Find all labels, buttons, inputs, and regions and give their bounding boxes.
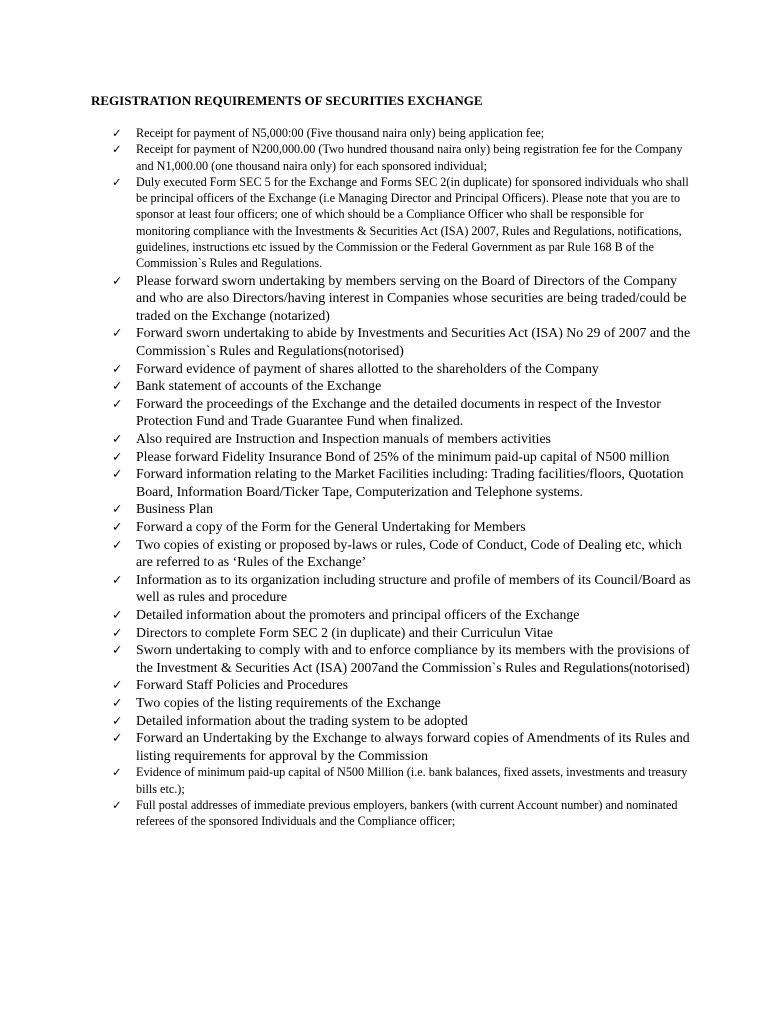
checkmark-icon: ✓ bbox=[112, 272, 123, 288]
requirement-item bbox=[112, 360, 692, 378]
checkmark-icon: ✓ bbox=[112, 142, 122, 157]
checkmark-icon: ✓ bbox=[112, 448, 123, 464]
checkmark-icon: ✓ bbox=[112, 360, 123, 376]
requirement-text: Forward Staff Policies and Procedures bbox=[136, 677, 349, 693]
requirement-item bbox=[112, 764, 692, 797]
checkmark-icon: ✓ bbox=[112, 606, 123, 622]
requirement-item bbox=[112, 377, 692, 395]
requirement-text: Forward sworn undertaking to abide by Investments and Securities Act (ISA) No 29 of 2007 and the Commission`s Rules and Regulations(notorised) bbox=[136, 325, 691, 359]
requirement-item bbox=[112, 712, 692, 730]
checkmark-icon: ✓ bbox=[112, 518, 123, 534]
checkmark-icon: ✓ bbox=[112, 677, 123, 693]
requirement-text: Two copies of existing or proposed by-laws or rules, Code of Conduct, Code of Dealing etc, which are referred to as ‘Rules of the Exchange’ bbox=[136, 536, 682, 570]
checkmark-icon: ✓ bbox=[112, 694, 123, 710]
requirement-text: Evidence of minimum paid-up capital of N500 Million (i.e. bank balances, fixed assets, investments and treasury bills etc.); bbox=[136, 765, 688, 796]
requirement-text: Detailed information about the trading system to be adopted bbox=[136, 712, 468, 728]
checkmark-icon: ✓ bbox=[112, 765, 122, 780]
requirement-item bbox=[112, 694, 692, 712]
requirement-item bbox=[112, 797, 692, 830]
requirement-item bbox=[112, 465, 692, 500]
document-title: REGISTRATION REQUIREMENTS OF SECURITIES EXCHANGE bbox=[91, 93, 483, 108]
checkmark-icon: ✓ bbox=[112, 174, 122, 189]
requirement-text: Please forward Fidelity Insurance Bond of 25% of the minimum paid-up capital of N500 million bbox=[136, 448, 670, 464]
requirement-item bbox=[112, 430, 692, 448]
requirement-item bbox=[112, 395, 692, 430]
requirement-item bbox=[112, 641, 692, 676]
checkmark-icon: ✓ bbox=[112, 712, 123, 728]
checkmark-icon: ✓ bbox=[112, 395, 123, 411]
requirement-item bbox=[112, 272, 692, 325]
requirement-text: Receipt for payment of N200,000.00 (Two hundred thousand naira only) being registration fee for the Company and N1,000.00 (one thousand naira only) for each sponsored individual; bbox=[136, 142, 683, 173]
checkmark-icon: ✓ bbox=[112, 501, 123, 517]
checkmark-icon: ✓ bbox=[112, 378, 123, 394]
requirement-item bbox=[112, 606, 692, 624]
requirement-text: Receipt for payment of N5,000:00 (Five thousand naira only) being application fee; bbox=[136, 126, 545, 140]
checkmark-icon: ✓ bbox=[112, 797, 122, 812]
checkmark-icon: ✓ bbox=[112, 126, 122, 140]
requirement-item bbox=[112, 174, 692, 272]
checkmark-icon: ✓ bbox=[112, 730, 123, 746]
requirement-item bbox=[112, 141, 692, 174]
requirement-text: Forward a copy of the Form for the General Undertaking for Members bbox=[136, 518, 526, 534]
checkmark-icon: ✓ bbox=[112, 642, 123, 658]
requirement-text: Forward evidence of payment of shares allotted to the shareholders of the Company bbox=[136, 360, 599, 376]
requirement-item bbox=[112, 676, 692, 694]
requirement-text: Full postal addresses of immediate previous employers, bankers (with current Account number) and nominated referees of the sponsored Individuals and the Compliance officer; bbox=[136, 797, 678, 829]
requirement-text: Two copies of the listing requirements of the Exchange bbox=[136, 694, 441, 710]
requirement-item bbox=[112, 125, 692, 141]
checkmark-icon: ✓ bbox=[112, 466, 123, 482]
requirement-item bbox=[112, 500, 692, 518]
requirement-text: Duly executed Form SEC 5 for the Exchange and Forms SEC 2(in duplicate) for sponsored individuals who shall be principal officers of the Exchange (i.e Managing Director and Principal Officers). Please note that you are to sponsor at least four officers; one of which should be a Compliance Officer who shall be responsible for monitoring compliance with the Investments & Securities Act (ISA) 2007, Rules and Regulations, notifications, guidelines, instructions etc issued by the Commission or the Federal Government as par Rule 168 B of the Commission`s Rules and Regulations. bbox=[136, 174, 689, 271]
requirement-item bbox=[112, 324, 692, 359]
requirement-item bbox=[112, 536, 692, 571]
checkmark-icon: ✓ bbox=[112, 624, 123, 640]
checkmark-icon: ✓ bbox=[112, 571, 123, 587]
checkmark-icon: ✓ bbox=[112, 431, 123, 447]
requirement-text: Also required are Instruction and Inspection manuals of members activities bbox=[136, 431, 551, 447]
requirement-item bbox=[112, 729, 692, 764]
requirement-item bbox=[112, 571, 692, 606]
requirement-text: Sworn undertaking to comply with and to enforce compliance by its members with the provisions of the Investment & Securities Act (ISA) 2007and the Commission`s Rules and Regulations(notorised) bbox=[136, 642, 690, 675]
requirement-text: Directors to complete Form SEC 2 (in duplicate) and their Curriculun Vitae bbox=[136, 624, 553, 640]
requirements-list bbox=[112, 125, 692, 829]
requirement-text: Forward information relating to the Market Facilities including: Trading facilities/floors, Quotation Board, Information Board/Ticker Tape, Computerization and Telephone systems. bbox=[136, 466, 684, 499]
requirement-text: Business Plan bbox=[136, 501, 214, 517]
requirement-text: Information as to its organization including structure and profile of members of its Council/Board as well as rules and procedure bbox=[136, 571, 691, 605]
requirement-item bbox=[112, 624, 692, 642]
requirement-text: Forward the proceedings of the Exchange and the detailed documents in respect of the Investor Protection Fund and Trade Guarantee Fund when finalized. bbox=[136, 395, 661, 429]
requirement-item bbox=[112, 448, 692, 466]
checkmark-icon: ✓ bbox=[112, 325, 123, 341]
requirement-text: Please forward sworn undertaking by members serving on the Board of Directors of the Company and who are also Directors/having interest in Companies whose securities are being traded/could be traded on the Exchange (notarized) bbox=[136, 272, 687, 323]
requirement-item bbox=[112, 518, 692, 536]
checkmark-icon: ✓ bbox=[112, 536, 123, 552]
requirement-text: Detailed information about the promoters and principal officers of the Exchange bbox=[136, 606, 580, 622]
requirement-text: Bank statement of accounts of the Exchange bbox=[136, 378, 382, 394]
requirement-text: Forward an Undertaking by the Exchange to always forward copies of Amendments of its Rules and listing requirements for approval by the Commission bbox=[136, 730, 690, 763]
